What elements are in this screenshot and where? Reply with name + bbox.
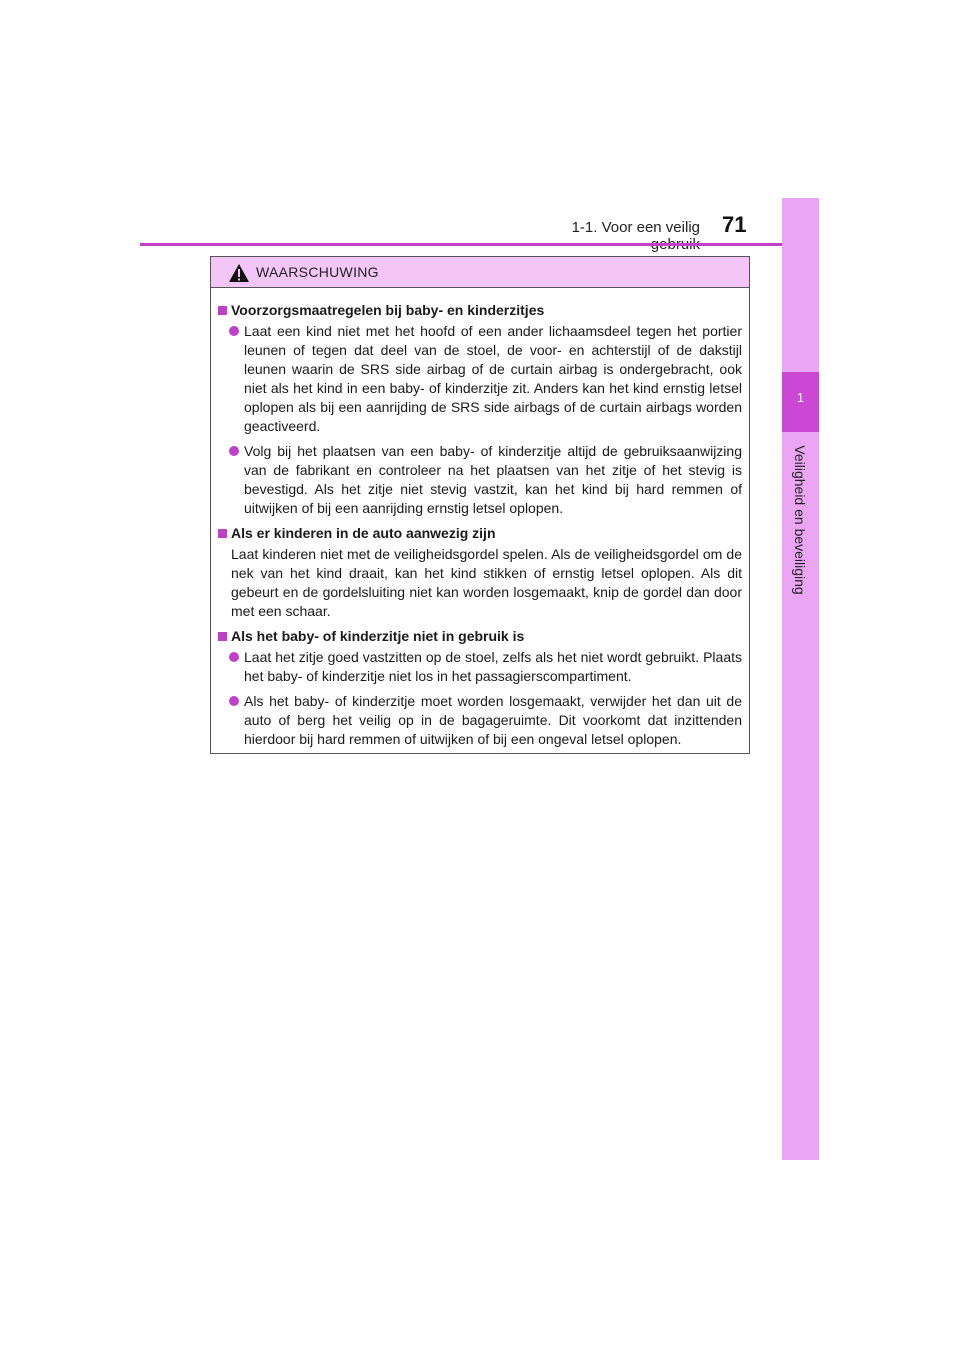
bullet-text: Als het baby- of kinderzitje moet worden losgemaakt, verwijder het dan uit de auto of berg het veilig op in de bagageruimte. Dit voorkomt dat inzittenden hierdoor bij hard remmen of uitwijken of bij een ongeval letsel oplopen.: [244, 693, 742, 747]
warning-title: WAARSCHUWING: [256, 264, 379, 280]
section-heading-text: Voorzorgsmaatregelen bij baby- en kinderzitjes: [231, 302, 545, 318]
warning-section: [216, 524, 742, 621]
warning-section: [216, 301, 742, 518]
round-bullet-icon: [229, 696, 239, 706]
warning-box: [210, 256, 750, 754]
round-bullet-icon: [229, 326, 239, 336]
bullet-text: Laat het zitje goed vastzitten op de stoel, zelfs als het niet wordt gebruikt. Plaats het baby- of kinderzitje niet los in het passagierscompartiment.: [244, 649, 742, 684]
chapter-label: Veiligheid en beveiliging: [792, 445, 808, 595]
section-title: 1-1. Voor een veilig: [571, 219, 700, 236]
warning-section: [216, 627, 742, 749]
warning-body: [211, 288, 749, 749]
section-heading-text: Als er kinderen in de auto aanwezig zijn: [231, 525, 496, 541]
bullet-text: Volg bij het plaatsen van een baby- of kinderzitje altijd de gebruiksaanwijzing van de fabrikant en controleer na het plaatsen van het zitje of het stevig is bevestigd. Als het zitje niet stevig vastzit, kan het kind bij hard remmen of uitwijken of bij een aanrijding ernstig letsel oplopen.: [244, 443, 742, 516]
bullet-item: [216, 442, 742, 518]
round-bullet-icon: [229, 652, 239, 662]
bullet-item: [216, 322, 742, 436]
warning-header: [211, 257, 749, 288]
chapter-number: 1: [796, 390, 805, 405]
section-heading: [216, 524, 742, 543]
chapter-side-tab: [782, 198, 819, 1160]
bullet-item: [216, 692, 742, 749]
page-number: 71: [722, 212, 747, 237]
section-paragraph: Laat kinderen niet met de veiligheidsgordel spelen. Als de veiligheidsgordel om de nek van het kind draait, kan het kind stikken of ernstig letsel oplopen. Als dit gebeurt en de gordelsluiting niet kan worden losgemaakt, knip de gordel dan door met een schaar.: [231, 546, 742, 619]
section-heading: [216, 627, 742, 646]
round-bullet-icon: [229, 446, 239, 456]
section-heading: [216, 301, 742, 320]
square-bullet-icon: [218, 632, 227, 641]
bullet-text: Laat een kind niet met het hoofd of een ander lichaamsdeel tegen het portier leunen of tegen dat deel van de stoel, de voor- en achterstijl of de dakstijl leunen waarin de SRS side airbag of de curtain airbag is ondergebracht, ook niet als het kind in een baby- of kinderzitje zit. Anders kan het kind ernstig letsel oplopen als bij een aanrijding de SRS side airbags of de curtain airbags worden geactiveerd.: [244, 323, 742, 434]
warning-triangle-icon: [228, 263, 250, 283]
square-bullet-icon: [218, 529, 227, 538]
bullet-item: [216, 648, 742, 686]
header-divider: [140, 243, 818, 246]
section-heading-text: Als het baby- of kinderzitje niet in gebruik is: [231, 628, 525, 644]
square-bullet-icon: [218, 306, 227, 315]
